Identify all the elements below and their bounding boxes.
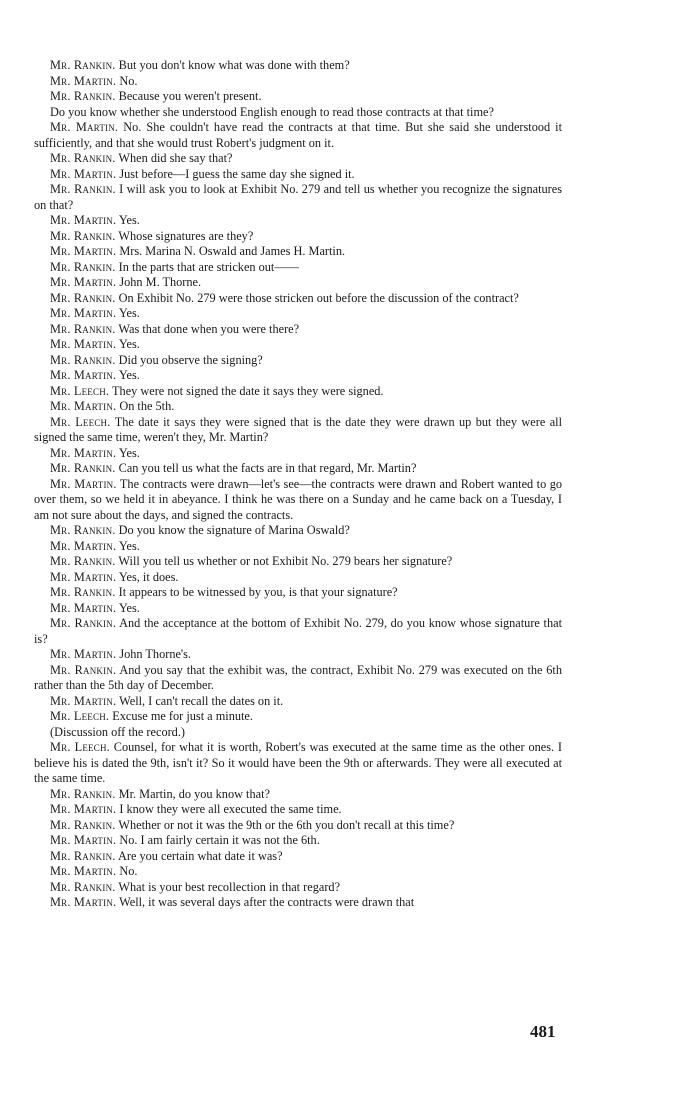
- speaker-name: Mr. Martin.: [50, 399, 117, 413]
- paragraph-text: Well, it was several days after the contracts were drawn that: [119, 895, 415, 909]
- testimony-paragraph: [34, 461, 562, 477]
- paragraph-text: Well, I can't recall the dates on it.: [119, 693, 284, 708]
- speaker-name: Mr. Rankin.: [50, 89, 116, 103]
- testimony-paragraph: [34, 384, 562, 400]
- paragraph-text: On the 5th.: [119, 399, 175, 413]
- paragraph-text: But you don't know what was done with them?: [118, 58, 350, 72]
- paragraph-text: Yes.: [118, 538, 140, 553]
- paragraph-text: John Thorne's.: [119, 647, 191, 661]
- testimony-paragraph: [34, 322, 562, 338]
- paragraph-text: Will you tell us whether or not Exhibit No. 279 bears her signature?: [118, 554, 453, 568]
- speaker-name: Mr. Rankin.: [50, 848, 116, 863]
- speaker-name: Mr. Martin.: [50, 166, 117, 181]
- testimony-paragraph: [34, 291, 562, 307]
- testimony-paragraph: [34, 694, 562, 710]
- speaker-name: Mr. Rankin.: [50, 616, 117, 630]
- speaker-name: Mr. Rankin.: [50, 352, 116, 367]
- speaker-name: Mr. Martin.: [50, 306, 117, 320]
- paragraph-text: Yes.: [118, 213, 140, 227]
- testimony-paragraph: [34, 229, 562, 245]
- testimony-paragraph: [34, 167, 562, 183]
- testimony-paragraph: [34, 709, 562, 725]
- paragraph-text: Yes.: [118, 445, 140, 460]
- paragraph-text: Whether or not it was the 9th or the 6th you don't recall at this time?: [118, 817, 455, 832]
- speaker-name: Mr. Martin.: [50, 445, 117, 460]
- speaker-name: Mr. Leech.: [50, 383, 110, 398]
- speaker-name: Mr. Leech.: [50, 414, 111, 429]
- speaker-name: Mr. Rankin.: [50, 585, 116, 599]
- speaker-name: Mr. Rankin.: [50, 817, 116, 832]
- paragraph-text: Can you tell us what the facts are in that regard, Mr. Martin?: [118, 461, 417, 475]
- testimony-paragraph: [34, 415, 562, 446]
- testimony-paragraph: [34, 120, 562, 151]
- paragraph-text: They were not signed the date it says they were signed.: [112, 383, 384, 398]
- speaker-name: Mr. Rankin.: [50, 461, 116, 475]
- paragraph-text: What is your best recollection in that regard?: [118, 879, 341, 894]
- speaker-name: Mr. Leech.: [50, 740, 110, 754]
- speaker-name: Mr. Martin.: [50, 368, 117, 382]
- paragraph-text: Whose signatures are they?: [118, 228, 254, 243]
- paragraph-text: Because you weren't present.: [118, 89, 262, 103]
- testimony-text: [34, 58, 562, 911]
- testimony-paragraph: [34, 151, 562, 167]
- paragraph-text: On Exhibit No. 279 were those stricken out before the discussion of the contract?: [118, 290, 519, 305]
- speaker-name: Mr. Rankin.: [50, 290, 116, 305]
- testimony-paragraph: [34, 663, 562, 694]
- paragraph-text: Yes, it does.: [118, 569, 179, 584]
- speaker-name: Mr. Leech.: [50, 709, 110, 723]
- speaker-name: Mr. Rankin.: [50, 554, 116, 568]
- paragraph-text: Do you know the signature of Marina Oswald?: [118, 523, 350, 537]
- speaker-name: Mr. Rankin.: [50, 259, 116, 274]
- testimony-paragraph: [34, 368, 562, 384]
- paragraph-text: Yes.: [118, 306, 140, 320]
- paragraph-text: Just before—I guess the same day she signed it.: [119, 166, 355, 181]
- speaker-name: Mr. Rankin.: [50, 151, 116, 165]
- testimony-paragraph: [34, 647, 562, 663]
- paragraph-text: The contracts were drawn—let's see—the contracts were drawn and Robert wanted to go over them, so we held it in abeyance. I think he was there on a Sunday and he came back on a Tuesday, I am not sure about the days, and signed the contracts.: [34, 476, 562, 522]
- speaker-name: Mr. Rankin.: [50, 786, 116, 801]
- testimony-paragraph: [34, 849, 562, 865]
- testimony-paragraph: [34, 477, 562, 524]
- speaker-name: Mr. Rankin.: [50, 228, 116, 243]
- speaker-name: Mr. Martin.: [50, 569, 117, 584]
- paragraph-text: In the parts that are stricken out——: [118, 259, 299, 274]
- paragraph-text: No.: [119, 864, 138, 878]
- speaker-name: Mr. Martin.: [50, 337, 117, 351]
- paragraph-text: Excuse me for just a minute.: [112, 709, 253, 723]
- testimony-paragraph: [34, 725, 562, 741]
- speaker-name: Mr. Rankin.: [50, 182, 116, 196]
- testimony-paragraph: [34, 337, 562, 353]
- paragraph-text: (Discussion off the record.): [50, 724, 186, 739]
- speaker-name: Mr. Martin.: [50, 833, 117, 847]
- paragraph-text: And the acceptance at the bottom of Exhibit No. 279, do you know whose signature that is?: [34, 616, 562, 646]
- paragraph-text: When did she say that?: [118, 151, 233, 165]
- testimony-paragraph: [34, 275, 562, 291]
- speaker-name: Mr. Martin.: [50, 476, 117, 491]
- speaker-name: Mr. Rankin.: [50, 523, 116, 537]
- speaker-name: Mr. Rankin.: [50, 58, 116, 72]
- paragraph-text: Are you certain what date it was?: [117, 848, 283, 863]
- testimony-paragraph: [34, 740, 562, 787]
- speaker-name: Mr. Rankin.: [50, 662, 117, 677]
- speaker-name: Mr. Martin.: [50, 647, 117, 661]
- speaker-name: Mr. Martin.: [50, 600, 117, 615]
- speaker-name: Mr. Martin.: [50, 244, 117, 258]
- paragraph-text: I know they were all executed the same time.: [119, 802, 342, 816]
- paragraph-text: It appears to be witnessed by you, is that your signature?: [118, 585, 398, 599]
- testimony-paragraph: [34, 306, 562, 322]
- paragraph-text: John M. Thorne.: [119, 275, 202, 289]
- testimony-paragraph: [34, 802, 562, 818]
- paragraph-text: Yes.: [118, 368, 140, 382]
- testimony-paragraph: [34, 89, 562, 105]
- testimony-paragraph: [34, 523, 562, 539]
- paragraph-text: No. She couldn't have read the contracts at that time. But she said she understood it sufficiently, and that she would trust Robert's judgment on it.: [34, 120, 563, 150]
- testimony-paragraph: [34, 880, 562, 896]
- testimony-paragraph: [34, 570, 562, 586]
- testimony-paragraph: [34, 539, 562, 555]
- paragraph-text: Yes.: [118, 600, 140, 615]
- testimony-paragraph: [34, 833, 562, 849]
- testimony-paragraph: [34, 585, 562, 601]
- paragraph-text: Did you observe the signing?: [118, 352, 263, 367]
- speaker-name: Mr. Martin.: [50, 538, 117, 553]
- speaker-name: Mr. Martin.: [50, 213, 117, 227]
- paragraph-text: No. I am fairly certain it was not the 6th.: [119, 833, 320, 847]
- paragraph-text: Counsel, for what it is worth, Robert's was executed at the same time as the other ones. I believe his is dated the 9th, isn't it? So it would have been the 9th or afterwards. They were all executed at the same time.: [34, 740, 562, 785]
- testimony-paragraph: [34, 353, 562, 369]
- paragraph-text: I will ask you to look at Exhibit No. 279 and tell us whether you recognize the signatures on that?: [34, 182, 563, 212]
- paragraph-text: Yes.: [118, 337, 140, 351]
- speaker-name: Mr. Martin.: [50, 802, 117, 816]
- testimony-paragraph: [34, 244, 562, 260]
- paragraph-text: Was that done when you were there?: [118, 321, 300, 336]
- testimony-paragraph: [34, 787, 562, 803]
- speaker-name: Mr. Martin.: [50, 275, 117, 289]
- testimony-paragraph: [34, 58, 562, 74]
- testimony-paragraph: [34, 554, 562, 570]
- testimony-paragraph: [34, 864, 562, 880]
- paragraph-text: Do you know whether she understood English enough to read those contracts at that time?: [50, 104, 494, 119]
- speaker-name: Mr. Martin.: [50, 864, 117, 878]
- testimony-paragraph: [34, 601, 562, 617]
- speaker-name: Mr. Martin.: [50, 73, 117, 88]
- testimony-paragraph: [34, 446, 562, 462]
- page-number: 481: [530, 1022, 556, 1041]
- testimony-paragraph: [34, 895, 562, 911]
- paragraph-text: And you say that the exhibit was, the contract, Exhibit No. 279 was executed on the 6th rather than the 5th day of December.: [34, 662, 562, 692]
- paragraph-text: The date it says they were signed that is the date they were drawn up but they were all signed the same time, weren't they, Mr. Martin?: [34, 414, 562, 444]
- testimony-paragraph: [34, 213, 562, 229]
- testimony-paragraph: [34, 105, 562, 121]
- speaker-name: Mr. Martin.: [50, 895, 117, 909]
- testimony-paragraph: [34, 74, 562, 90]
- speaker-name: Mr. Martin.: [50, 120, 119, 134]
- speaker-name: Mr. Rankin.: [50, 321, 116, 336]
- testimony-paragraph: [34, 182, 562, 213]
- paragraph-text: No.: [119, 73, 138, 88]
- speaker-name: Mr. Rankin.: [50, 879, 116, 894]
- testimony-paragraph: [34, 260, 562, 276]
- testimony-paragraph: [34, 399, 562, 415]
- speaker-name: Mr. Martin.: [50, 693, 117, 708]
- testimony-paragraph: [34, 818, 562, 834]
- paragraph-text: Mr. Martin, do you know that?: [118, 786, 270, 801]
- testimony-paragraph: [34, 616, 562, 647]
- paragraph-text: Mrs. Marina N. Oswald and James H. Martin.: [119, 244, 346, 258]
